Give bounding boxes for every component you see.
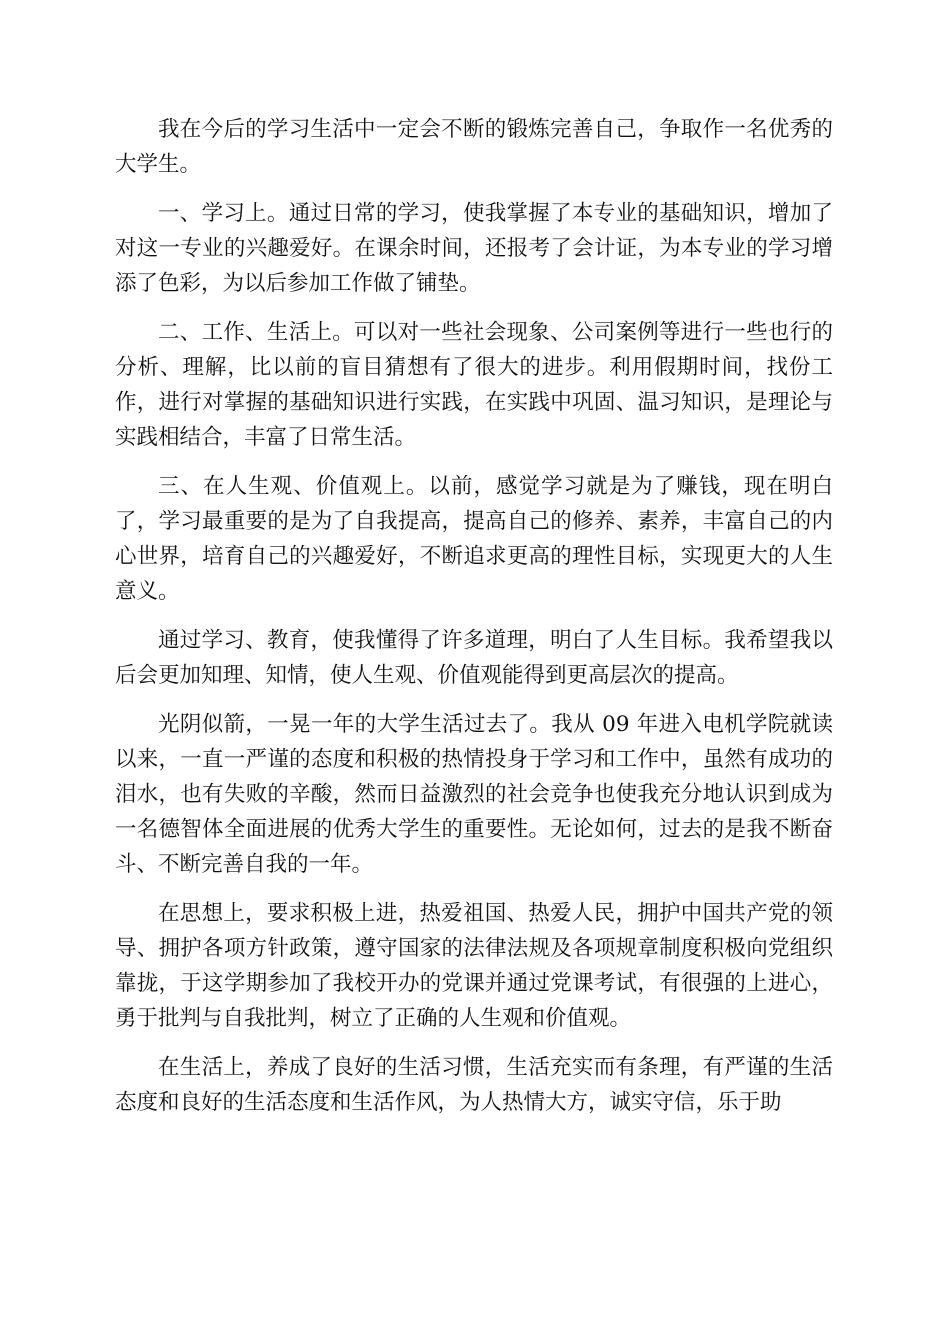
paragraph-7: 在思想上，要求积极上进，热爱祖国、热爱人民，拥护中国共产党的领导、拥护各项方针政策，遵守国家的法律法规及各项规章制度积极向党组织靠拢，于这学期参加了我校开办的党课并通过党课考试，有很强的上进心，勇于批判与自我批判，树立了正确的人生观和价值观。 [115, 901, 833, 1031]
paragraph-4: 三、在人生观、价值观上。以前，感觉学习就是为了赚钱，现在明白了，学习最重要的是为了自我提高，提高自己的修养、素养，丰富自己的内心世界，培育自己的兴趣爱好，不断追求更高的理性目标，实现更大的人生意义。 [115, 474, 833, 604]
paragraph-8: 在生活上，养成了良好的生活习惯，生活充实而有条理，有严谨的生活态度和良好的生活态度和生活作风，为人热情大方，诚实守信，乐于助 [115, 1055, 833, 1115]
paragraph-1: 我在今后的学习生活中一定会不断的锻炼完善自己，争取作一名优秀的大学生。 [115, 117, 833, 177]
document-body [115, 112, 833, 1134]
paragraph-2: 一、学习上。通过日常的学习，使我掌握了本专业的基础知识，增加了对这一专业的兴趣爱好。在课余时间，还报考了会计证，为本专业的学习增添了色彩，为以后参加工作做了铺垫。 [115, 201, 833, 296]
paragraph-6: 光阴似箭，一晃一年的大学生活过去了。我从 09 年进入电机学院就读以来，一直一严谨的态度和积极的热情投身于学习和工作中，虽然有成功的泪水，也有失败的辛酸，然而日益激烈的社会竞争也使我充分地认识到成为一名德智体全面进展的优秀大学生的重要性。无论如何，过去的是我不断奋斗、不断完善自我的一年。 [115, 712, 833, 877]
paragraph-5: 通过学习、教育，使我懂得了许多道理，明白了人生目标。我希望我以后会更加知理、知情，使人生观、价值观能得到更高层次的提高。 [115, 628, 833, 688]
paragraph-3: 二、工作、生活上。可以对一些社会现象、公司案例等进行一些也行的分析、理解，比以前的盲目猜想有了很大的进步。利用假期时间，找份工作，进行对掌握的基础知识进行实践，在实践中巩固、温习知识，是理论与实践相结合，丰富了日常生活。 [115, 320, 833, 450]
